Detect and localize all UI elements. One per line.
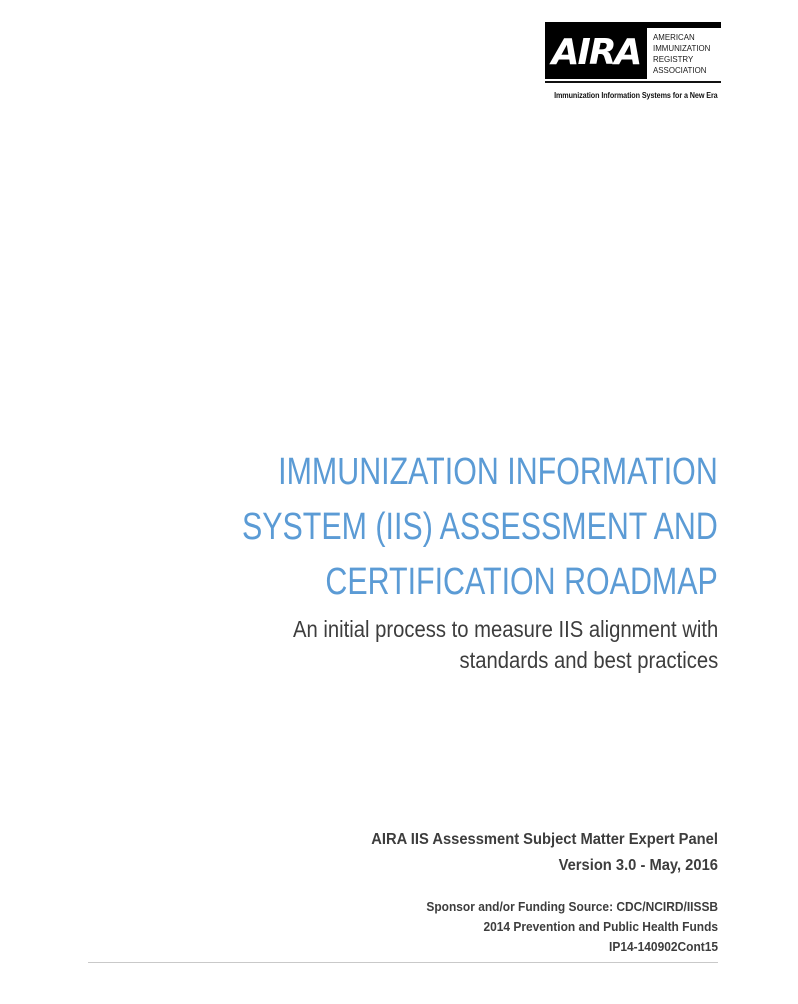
aira-org-line: AMERICAN bbox=[653, 32, 695, 42]
aira-tagline: Immunization Information Systems for a New Era bbox=[554, 91, 718, 100]
aira-org-line: IMMUNIZATION bbox=[653, 43, 711, 53]
aira-org-line: ASSOCIATION bbox=[653, 65, 707, 75]
author-block bbox=[371, 827, 718, 879]
aira-logo bbox=[545, 22, 721, 103]
footer-divider bbox=[88, 962, 718, 963]
sponsor-funds-line: 2014 Prevention and Public Health Funds bbox=[483, 919, 718, 934]
aira-org-line: REGISTRY bbox=[653, 54, 694, 64]
sponsor-block bbox=[426, 897, 718, 957]
version-line: Version 3.0 - May, 2016 bbox=[558, 857, 718, 874]
logo-divider bbox=[545, 81, 721, 83]
aira-acronym: AIRA bbox=[551, 32, 641, 73]
aira-logo-mark bbox=[545, 22, 721, 79]
title-line-1: IMMUNIZATION INFORMATION bbox=[278, 451, 718, 493]
aira-tagline-row bbox=[545, 85, 721, 103]
sponsor-grant-id-line: IP14-140902Cont15 bbox=[608, 939, 718, 954]
title-line-2: SYSTEM (IIS) ASSESSMENT AND bbox=[242, 506, 718, 548]
sponsor-source-line: Sponsor and/or Funding Source: CDC/NCIRD/IISSB bbox=[426, 899, 718, 914]
document-subtitle bbox=[293, 614, 718, 676]
title-line-3: CERTIFICATION ROADMAP bbox=[325, 561, 718, 603]
document-title bbox=[242, 445, 718, 610]
aira-org-name bbox=[647, 28, 721, 79]
subtitle-line-2: standards and best practices bbox=[459, 647, 718, 673]
subtitle-line-1: An initial process to measure IIS alignment with bbox=[292, 616, 718, 642]
author-panel-line: AIRA IIS Assessment Subject Matter Expert Panel bbox=[371, 831, 718, 848]
